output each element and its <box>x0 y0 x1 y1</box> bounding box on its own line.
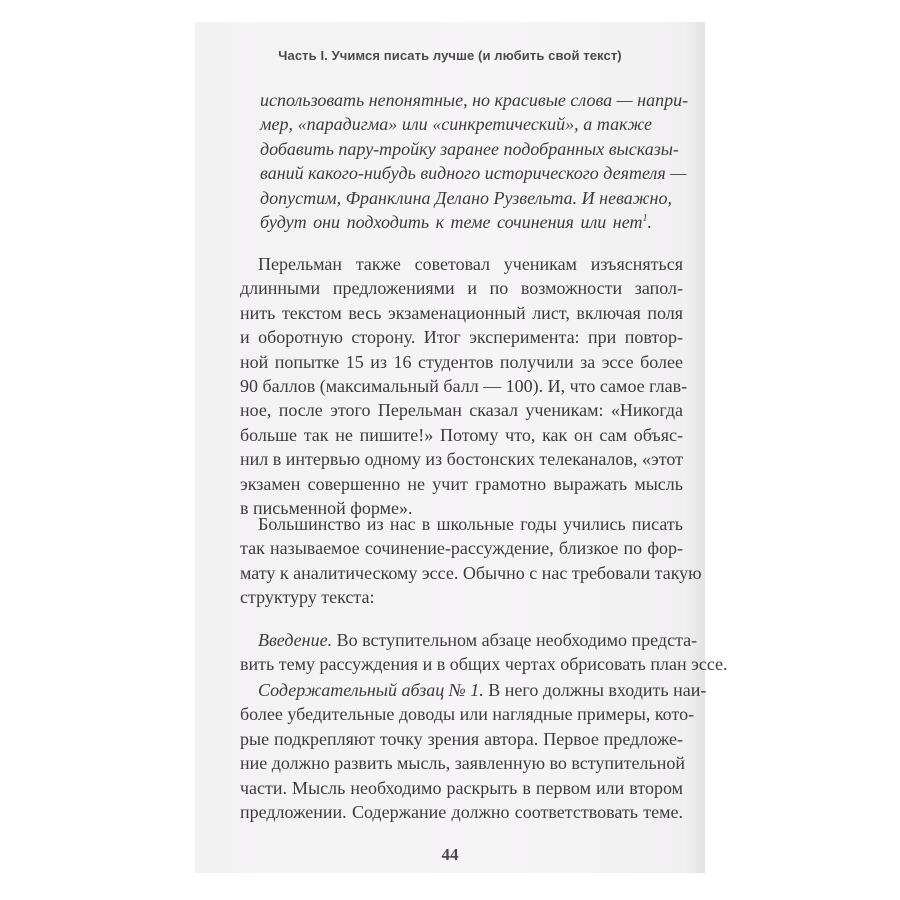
text-line <box>240 800 683 824</box>
text-line <box>260 88 689 112</box>
text-segment: Содержательный абзац № 1. <box>258 680 484 700</box>
text-segment: структуру текста: <box>240 587 375 608</box>
text-line <box>240 727 683 751</box>
text-line <box>240 628 698 652</box>
text-line <box>260 161 687 185</box>
text-line <box>240 536 683 560</box>
text-segment: . <box>647 211 652 232</box>
text-line <box>240 678 707 702</box>
paragraph-content-1 <box>240 678 707 824</box>
text-segment: и оборотную сторону. Итог эксперимента: при повтор- <box>240 327 683 348</box>
text-line <box>240 472 683 496</box>
text-segment: ние должно развить мысль, заявленную во вступительной <box>240 753 685 774</box>
text-line <box>240 447 683 471</box>
text-line <box>240 776 683 800</box>
text-segment: использовать непонятные, но красивые слова — напри- <box>260 90 689 110</box>
text-segment: В него должны входить наи- <box>483 680 707 700</box>
text-line <box>260 137 679 161</box>
text-line <box>240 276 683 300</box>
text-segment: будут они подходить к теме сочинения или нет <box>260 211 643 232</box>
text-line <box>240 252 683 276</box>
text-segment: допустим, Франклина Делано Рузвельта. И неважно, <box>260 187 672 208</box>
text-segment: нил в интервью одному из бостонских телеканалов, «этот <box>240 449 683 470</box>
text-segment: длинными предложениями и по возможности запол- <box>240 278 683 299</box>
text-segment: части. Мысль необходимо раскрыть в первом или втором <box>240 777 683 798</box>
text-segment: рые подкрепляют точку зрения автора. Первое предложе- <box>240 728 683 749</box>
text-segment: добавить пару-тройку заранее подобранных высказы- <box>260 138 679 159</box>
text-line <box>240 398 683 422</box>
footnote-marker: 1 <box>642 212 648 224</box>
text-segment: больше так не пишите!» Потому что, как он сам объяс- <box>240 424 683 445</box>
text-segment: 90 баллов (максимальный балл — 100). И, что самое глав- <box>240 375 688 396</box>
text-segment: мер, «парадигма» или «синкретический», а также <box>260 114 652 135</box>
text-segment: ваний какого-нибудь видного исторического деятеля — <box>260 163 687 184</box>
text-line <box>260 186 672 210</box>
text-line <box>240 561 702 585</box>
block-quote <box>260 88 689 234</box>
text-line <box>240 751 683 775</box>
paragraph <box>240 252 688 520</box>
text-segment: экзамен совершенно не учит грамотно выражать мысль <box>240 473 683 494</box>
text-line <box>240 301 683 325</box>
text-line <box>240 350 683 374</box>
text-segment: вить тему рассуждения и в общих чертах обрисовать план эссе. <box>240 654 728 675</box>
text-line <box>260 210 652 234</box>
text-segment: более убедительные доводы или наглядные примеры, кото- <box>240 704 695 725</box>
text-line <box>260 112 652 136</box>
paragraph-introduction <box>240 628 728 677</box>
text-segment: Введение. <box>258 630 333 650</box>
text-segment: предложении. Содержание должно соответствовать теме. <box>240 801 683 822</box>
text-line <box>240 702 695 726</box>
text-segment: ной попытке 15 из 16 студентов получили за эссе более <box>240 351 683 372</box>
running-header: Часть I. Учимся писать лучше (и любить свой текст) <box>278 48 622 63</box>
text-segment: Перельман также советовал ученикам изъясняться <box>258 254 683 274</box>
text-segment: так называемое сочинение-рассуждение, близкое по фор- <box>240 538 683 559</box>
text-line <box>240 423 683 447</box>
text-line <box>240 585 683 609</box>
text-line <box>240 374 688 398</box>
text-segment: Во вступительном абзаце необходимо предста- <box>332 630 698 650</box>
text-segment: Большинство из нас в школьные годы учились писать <box>258 514 683 534</box>
text-segment: в письменной форме». <box>240 497 413 518</box>
text-segment: мату к аналитическому эссе. Обычно с нас требовали такую <box>240 562 702 583</box>
paragraph <box>240 512 702 610</box>
page-number: 44 <box>441 845 459 864</box>
text-line <box>240 512 683 536</box>
text-segment: ное, после этого Перельман сказал ученикам: «Никогда <box>240 400 683 421</box>
text-line <box>240 325 683 349</box>
text-line <box>240 652 728 676</box>
text-segment: нить текстом весь экзаменационный лист, включая поля <box>240 302 683 323</box>
